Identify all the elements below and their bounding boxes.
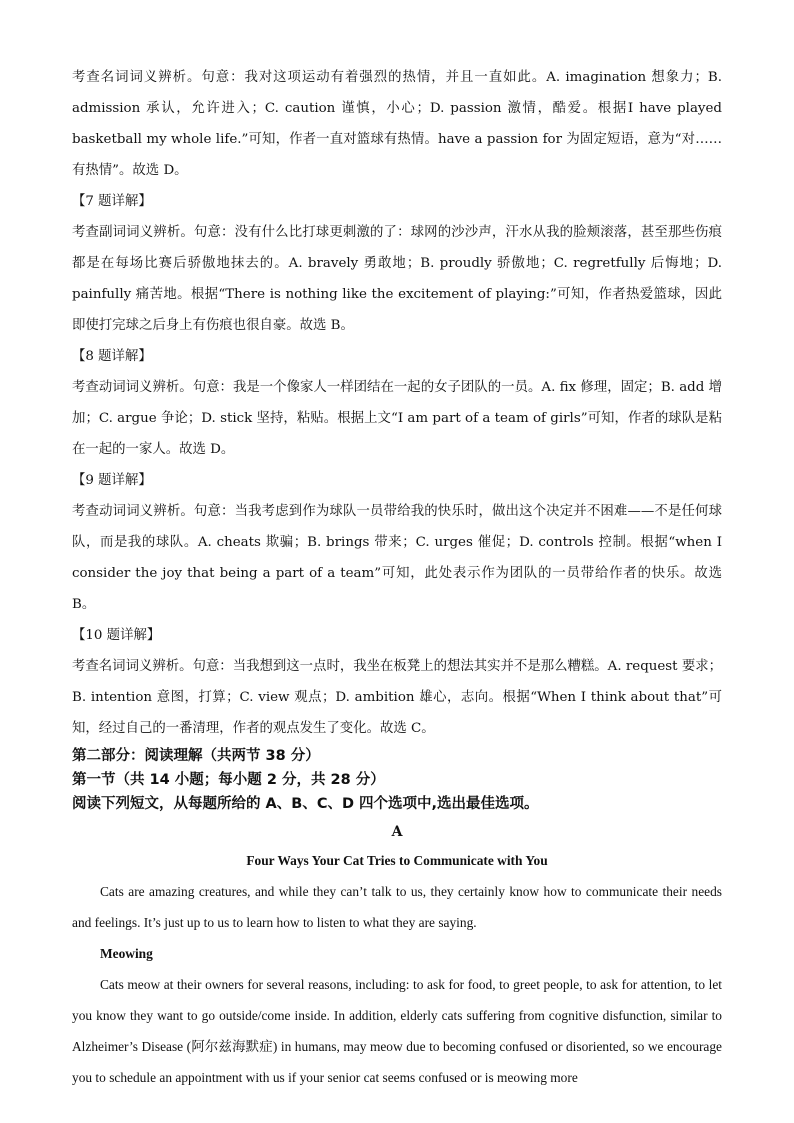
explanation-7-text: 考查副词词义辨析。句意：没有什么比打球更刺激的了：球网的沙沙声，汗水从我的脸颊滚落，甚至那些伤痕都是在每场比赛后骄傲地抹去的。A. bravely 勇敢地；B. proudly 骄傲地；C. regretfully 后悔地；D. painfully 痛苦地。根据“There is nothing like the excitement of playing:”可知，作者热爱篮球，因此即使打完球之后身上有伤痕也很自豪。故选 B。: [72, 225, 722, 333]
explanation-7-heading: 【7 题详解】: [72, 194, 152, 209]
explanation-9-text: 考查动词词义辨析。句意：当我考虑到作为球队一员带给我的快乐时，做出这个决定并不困难——不是任何球队，而是我的球队。A. cheats 欺骗；B. brings 带来；C. urges 催促；D. controls 控制。根据“when I consider the joy that being a part of a team”可知，此处表示作为团队的一员带给作者的快乐。故选 B。: [72, 504, 722, 612]
passage-subheading: Meowing: [100, 946, 153, 961]
section-part-heading: 第二部分：阅读理解（共两节 38 分）: [72, 748, 320, 764]
explanation-9-heading: 【9 题详解】: [72, 473, 152, 488]
passage-body: Cats meow at their owners for several reasons, including: to ask for food, to greet people, to ask for attention, to let you know they want to go outside/come inside. In addition, elderly cats suffering from cognitive disfunction, similar to Alzheimer’s Disease (阿尔兹海默症) in humans, may meow due to becoming confused or disoriented, so we encourage you to schedule an appointment with us if your senior cat seems confused or is meowing more: [72, 977, 722, 1085]
section-instruction: 阅读下列短文，从每题所给的 A、B、C、D 四个选项中,选出最佳选项。: [72, 796, 539, 812]
explanation-10-text: 考查名词词义辨析。句意：当我想到这一点时，我坐在板凳上的想法其实并不是那么糟糕。A. request 要求；B. intention 意图，打算；C. view 观点；D. ambition 雄心，志向。根据“When I think about that”可知，经过自己的一番清理，作者的观点发生了变化。故选 C。: [72, 659, 722, 736]
explanation-8-text: 考查动词词义辨析。句意：我是一个像家人一样团结在一起的女子团队的一员。A. fix 修理，固定；B. add 增加；C. argue 争论；D. stick 坚持，粘贴。根据上文“I am part of a team of girls”可知，作者的球队是粘在一起的一家人。故选 D。: [72, 380, 722, 457]
passage-title: Four Ways Your Cat Tries to Communicate with You: [246, 853, 548, 868]
explanation-10-heading: 【10 题详解】: [72, 628, 161, 643]
passage-label: A: [391, 824, 403, 840]
explanation-6-text: 考查名词词义辨析。句意：我对这项运动有着强烈的热情，并且一直如此。A. imagination 想象力；B. admission 承认，允许进入；C. caution 谨慎，小心；D. passion 激情，酷爱。根据I have played basketball my whole life.”可知，作者一直对篮球有热情。have a passion for 为固定短语，意为“对……有热情”。故选 D。: [72, 70, 722, 178]
document-page: [72, 62, 722, 1093]
explanation-8-heading: 【8 题详解】: [72, 349, 152, 364]
section-sub-heading: 第一节（共 14 小题；每小题 2 分，共 28 分）: [72, 772, 385, 788]
passage-intro: Cats are amazing creatures, and while they can’t talk to us, they certainly know how to communicate their needs and feelings. It’s just up to us to learn how to listen to what they are saying.: [72, 884, 722, 930]
